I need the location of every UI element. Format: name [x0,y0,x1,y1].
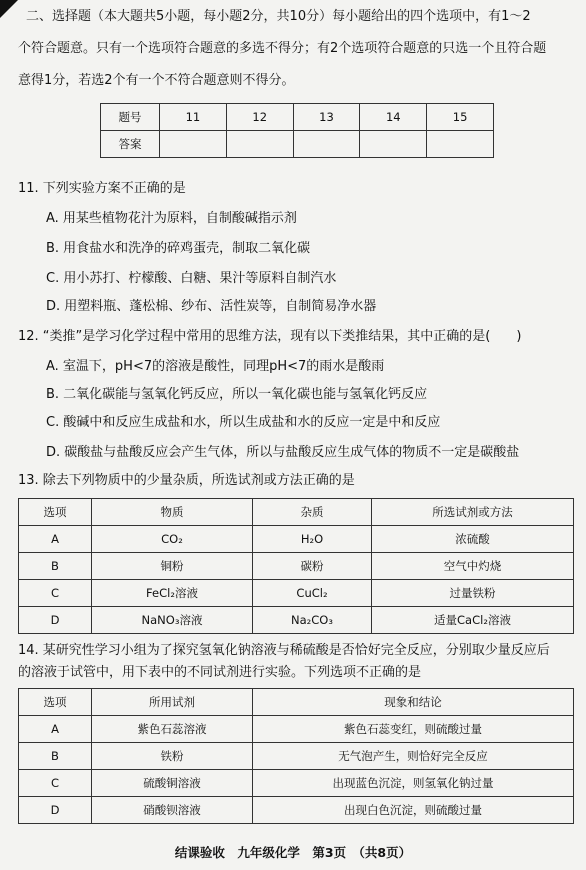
q14-cell: 铁粉 [92,743,253,770]
q11-option-d: D. 用塑料瓶、蓬松棉、纱布、活性炭等，自制简易净水器 [46,299,377,314]
answer-table-header-cell: 12 [226,104,293,131]
q13-cell: Na₂CO₃ [253,607,372,634]
q13-row [19,580,574,607]
q14-cell: C [19,770,92,797]
q13-cell: A [19,526,92,553]
q13-header-cell: 所选试剂或方法 [372,499,574,526]
answer-table-header-cell: 15 [427,104,494,131]
q14-row [19,743,574,770]
answer-cell [160,131,227,158]
q13-header-cell: 物质 [92,499,253,526]
q13-cell: FeCl₂溶液 [92,580,253,607]
section-desc-line3: 意得1分，若选2个有一个不符合题意则不得分。 [18,73,295,88]
q13-table [18,498,574,634]
q11-option-c: C. 用小苏打、柠檬酸、白糖、果汁等原料自制汽水 [46,271,337,286]
q14-cell: 出现白色沉淀，则硫酸过量 [253,797,574,824]
answer-cell [226,131,293,158]
q14-header-cell: 选项 [19,689,92,716]
q12-option-a: A. 室温下，pH<7的溶液是酸性，同理pH<7的雨水是酸雨 [46,359,385,374]
q14-row [19,716,574,743]
q13-header-cell: 选项 [19,499,92,526]
answer-table-header-cell: 14 [360,104,427,131]
q14-cell: 紫色石蕊溶液 [92,716,253,743]
q14-cell: 无气泡产生，则恰好完全反应 [253,743,574,770]
q11-option-b: B. 用食盐水和洗净的碎鸡蛋壳，制取二氧化碳 [46,241,311,256]
q13-stem: 13. 除去下列物质中的少量杂质，所选试剂或方法正确的是 [18,473,355,488]
q14-stem-line1: 14. 某研究性学习小组为了探究氢氧化钠溶液与稀硫酸是否恰好完全反应，分别取少量反应后 [18,643,550,658]
q13-cell: CO₂ [92,526,253,553]
answer-table-header-cell: 11 [160,104,227,131]
q13-cell: 铜粉 [92,553,253,580]
q14-table [18,688,574,824]
q11-option-a: A. 用某些植物花汁为原料，自制酸碱指示剂 [46,211,297,226]
q12-option-b: B. 二氧化碳能与氢氧化钙反应，所以一氧化碳也能与氢氧化钙反应 [46,387,428,402]
answer-table [100,103,494,158]
q12-option-d: D. 碳酸盐与盐酸反应会产生气体，所以与盐酸反应生成气体的物质不一定是碳酸盐 [46,445,520,460]
q13-cell: H₂O [253,526,372,553]
q13-cell: 碳粉 [253,553,372,580]
q13-header-row [19,499,574,526]
q13-header-cell: 杂质 [253,499,372,526]
q14-header-cell: 所用试剂 [92,689,253,716]
q14-cell: 硫酸铜溶液 [92,770,253,797]
q14-cell: 出现蓝色沉淀，则氢氧化钠过量 [253,770,574,797]
answer-table-header-cell: 题号 [101,104,160,131]
answer-table-header-cell: 13 [293,104,360,131]
q13-cell: NaNO₃溶液 [92,607,253,634]
answer-cell [427,131,494,158]
q13-cell: 空气中灼烧 [372,553,574,580]
q14-cell: 紫色石蕊变红，则硫酸过量 [253,716,574,743]
corner-mark [0,0,18,18]
q14-cell: 硝酸钡溶液 [92,797,253,824]
q12-option-c: C. 酸碱中和反应生成盐和水，所以生成盐和水的反应一定是中和反应 [46,415,441,430]
q14-row [19,770,574,797]
q13-row [19,607,574,634]
section-desc-line2: 个符合题意。只有一个选项符合题意的多选不得分；有2个选项符合题意的只选一个且符合题 [18,41,547,56]
section-title: 二、选择题（本大题共5小题，每小题2分，共10分）每小题给出的四个选项中，有1～2 [26,9,531,24]
answer-cell [293,131,360,158]
q14-cell: A [19,716,92,743]
q13-cell: 过量铁粉 [372,580,574,607]
q13-cell: 适量CaCl₂溶液 [372,607,574,634]
q14-header-row [19,689,574,716]
answer-row-label: 答案 [101,131,160,158]
answer-cell [360,131,427,158]
page-footer: 结课验收 九年级化学 第3页 （共8页） [174,845,412,860]
q14-header-cell: 现象和结论 [253,689,574,716]
q13-cell: 浓硫酸 [372,526,574,553]
q12-stem: 12. “类推”是学习化学过程中常用的思维方法，现有以下类推结果，其中正确的是( ) [18,329,522,344]
q11-stem: 11. 下列实验方案不正确的是 [18,181,186,196]
answer-table-header-row [101,104,494,131]
q13-cell: B [19,553,92,580]
q13-cell: C [19,580,92,607]
q13-cell: D [19,607,92,634]
q14-row [19,797,574,824]
q13-row [19,526,574,553]
q14-cell: D [19,797,92,824]
answer-table-answer-row [101,131,494,158]
q14-cell: B [19,743,92,770]
q13-row [19,553,574,580]
q13-cell: CuCl₂ [253,580,372,607]
q14-stem-line2: 的溶液于试管中，用下表中的不同试剂进行实验。下列选项不正确的是 [18,665,422,680]
